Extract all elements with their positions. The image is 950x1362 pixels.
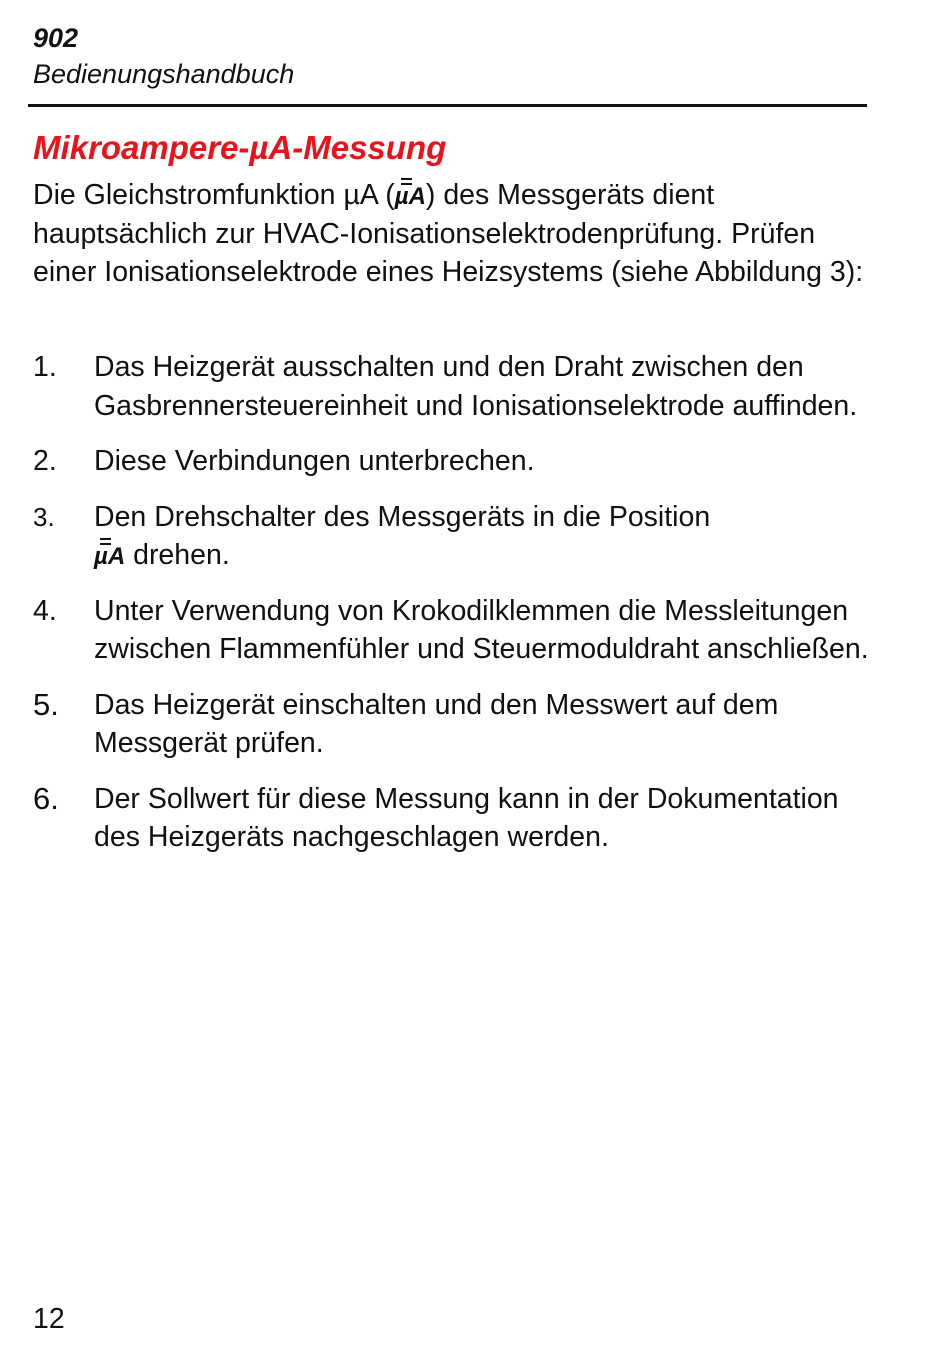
step-text: Den Drehschalter des Messgeräts in die Position <box>94 500 711 533</box>
step-item <box>33 592 873 669</box>
step-text: Der Sollwert für diese Messung kann in der Dokumentation des Heizgeräts nachgeschlagen werden. <box>94 782 839 853</box>
step-number: 4. <box>33 594 57 627</box>
step-text: Unter Verwendung von Krokodilklemmen die Messleitungen zwischen Flammenfühler und Steuermoduldraht anschließen. <box>94 594 869 665</box>
step-item <box>33 780 873 857</box>
step-number: 6. <box>33 780 59 816</box>
step-number: 3. <box>33 501 55 532</box>
step-number: 2. <box>33 445 57 477</box>
dc-microamp-icon <box>395 181 426 209</box>
page-header <box>33 20 867 92</box>
intro-paragraph <box>33 176 873 292</box>
step-item <box>33 686 873 763</box>
section-title: Mikroampere-µA-Messung <box>33 129 447 166</box>
model-number: 902 <box>33 23 79 53</box>
step-item <box>33 348 873 425</box>
step-item <box>33 442 873 481</box>
dc-microamp-icon <box>94 541 125 569</box>
procedure-steps <box>33 348 873 874</box>
step-number: 1. <box>33 351 57 383</box>
step-text-end: drehen. <box>125 539 230 571</box>
step-number: 5. <box>33 686 59 722</box>
manual-title: Bedienungshandbuch <box>33 59 295 89</box>
dc-symbol-bars <box>100 538 111 547</box>
page-number: 12 <box>33 1303 65 1335</box>
step-item <box>33 498 873 575</box>
intro-text-start: Die Gleichstromfunktion µA ( <box>33 179 395 211</box>
step-text: Das Heizgerät einschalten und den Messwert auf dem Messgerät prüfen. <box>94 688 779 759</box>
dc-symbol-bars <box>401 178 412 187</box>
step-text: Das Heizgerät ausschalten und den Draht zwischen den Gasbrennersteuereinheit und Ionisationselektrode auffinden. <box>94 351 858 422</box>
dc-microamp-label: µA <box>394 183 426 210</box>
header-divider <box>28 104 867 107</box>
dc-microamp-label: µA <box>94 543 126 570</box>
intro-text-end: ) des Messgeräts dient hauptsächlich zur HVAC-Ionisationselektrodenprüfung. Prüfen einer Ionisationselektrode eines Heizsystems (siehe Abbildung 3): <box>33 179 864 288</box>
step-text: Diese Verbindungen unterbrechen. <box>94 445 535 477</box>
